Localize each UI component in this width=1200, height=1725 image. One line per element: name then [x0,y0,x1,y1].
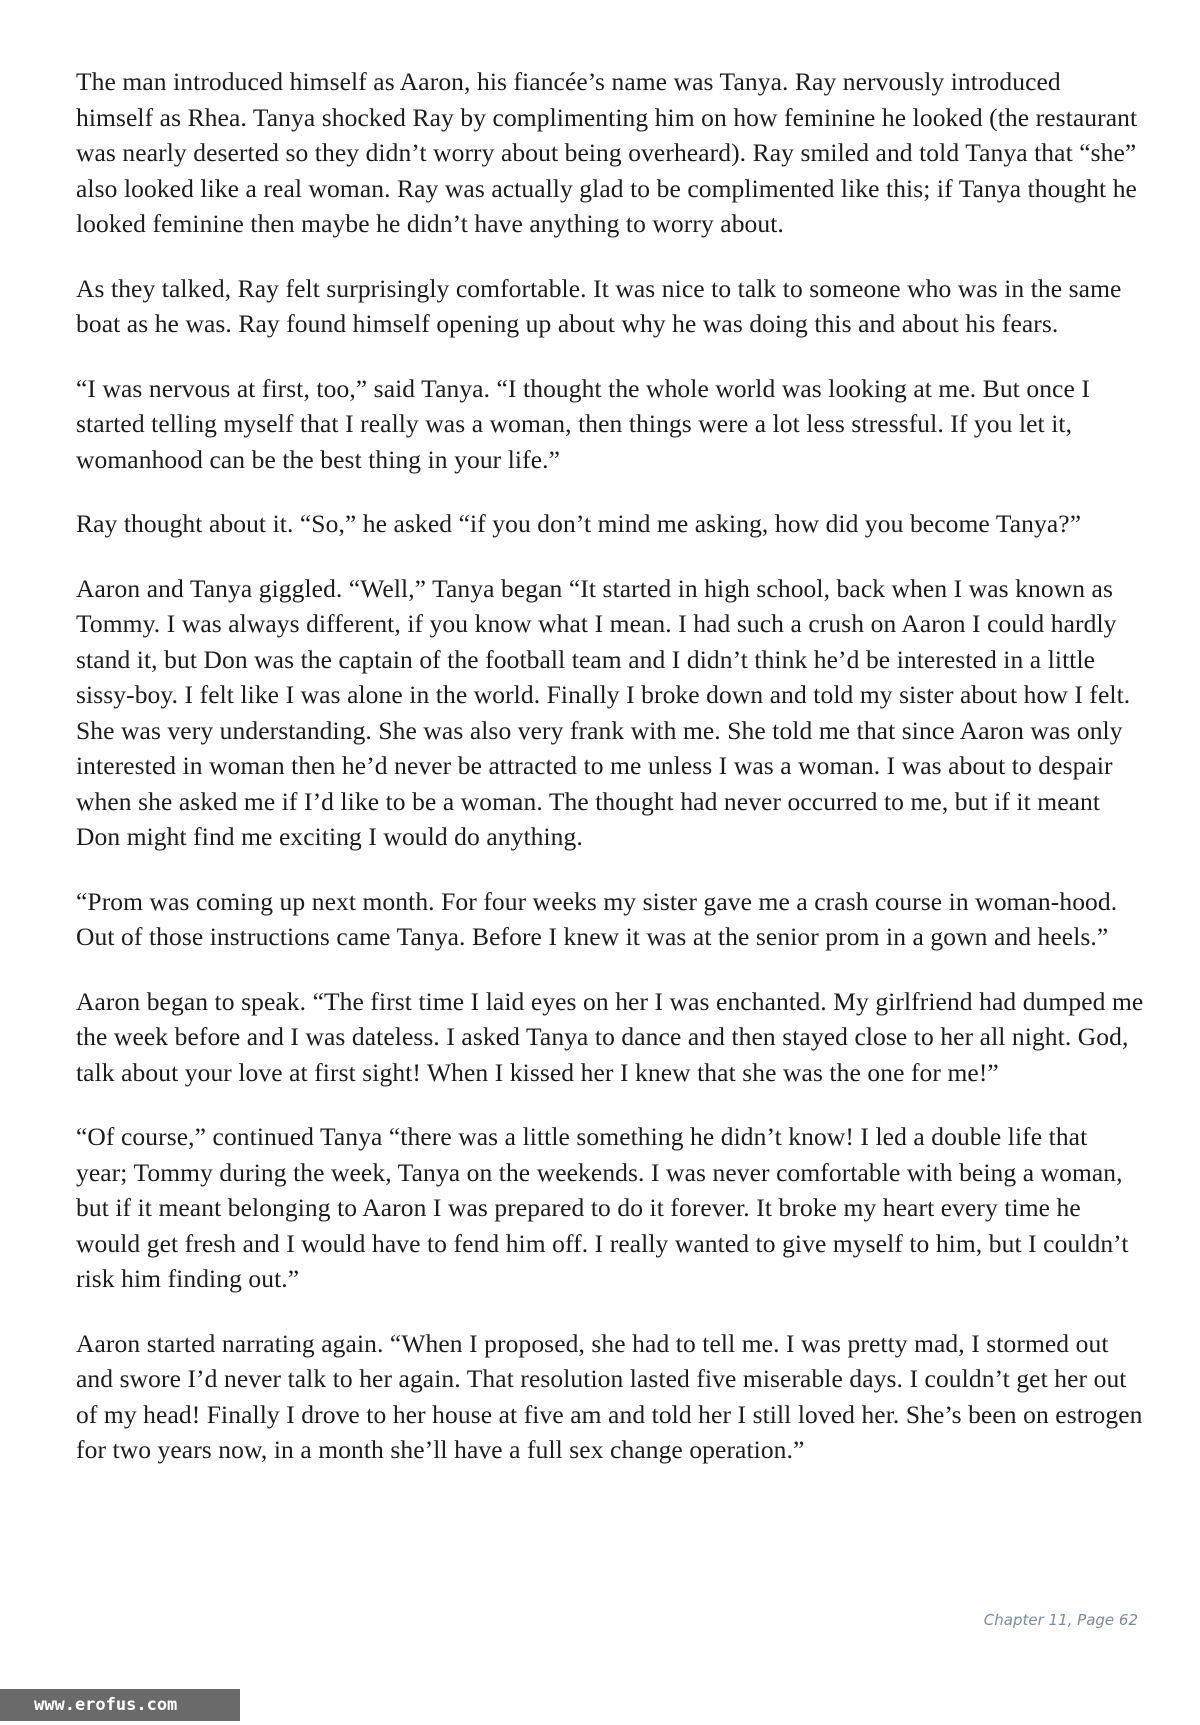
paragraph-7: Aaron began to speak. “The first time I laid eyes on her I was enchanted. My girlfriend had dumped me the week before and I was dateless. I asked Tanya to dance and then stayed close to her all night. God, talk about your love at first sight! When I kissed her I knew that she was the one for me!” [76,986,1144,1087]
paragraph-8: “Of course,” continued Tanya “there was a little something he didn’t know! I led a double life that year; Tommy during the week, Tanya on the weekends. I was never comfortable with being a woman, but if it meant belonging to Aaron I was prepared to do it forever. It broke my heart every time he would get fresh and I would have to fend him off. I really wanted to give myself to him, but I couldn’t risk him finding out.” [76,1122,1129,1293]
paragraph-6: “Prom was coming up next month. For four weeks my sister gave me a crash course in woman-hood. Out of those instructions came Tanya. Before I knew it was at the senior prom in a gown and heels.” [76,886,1118,951]
paragraph-5: Aaron and Tanya giggled. “Well,” Tanya began “It started in high school, back when I was known as Tommy. I was always different, if you know what I mean. I had such a crush on Aaron I could hardly stand it, but Don was the captain of the football team and I didn’t think he’d be interested in a little sissy-boy. I felt like I was alone in the world. Finally I broke down and told my sister about how I felt. She was very understanding. She was also very frank with me. She told me that since Aaron was only interested in woman then he’d never be attracted to me unless I was a woman. I was about to despair when she asked me if I’d like to be a woman. The thought had never occurred to me, but if it meant Don might find me exciting I would do anything. [76,573,1131,851]
story-text [76,64,1144,1497]
site-watermark: www.erofus.com [0,1689,240,1721]
paragraph-4: Ray thought about it. “So,” he asked “if you don’t mind me asking, how did you become Tanya?” [76,509,1082,538]
page-number-label: Chapter 11, Page 62 [983,1611,1138,1629]
paragraph-1: The man introduced himself as Aaron, his fiancée’s name was Tanya. Ray nervously introduced himself as Rhea. Tanya shocked Ray by complimenting him on how feminine he looked (the restaurant was nearly deserted so they didn’t worry about being overheard). Ray smiled and told Tanya that “she” also looked like a real woman. Ray was actually glad to be complimented like this; if Tanya thought he looked feminine then maybe he didn’t have anything to worry about. [76,67,1138,238]
paragraph-9: Aaron started narrating again. “When I proposed, she had to tell me. I was pretty mad, I stormed out and swore I’d never talk to her again. That resolution lasted five miserable days. I couldn’t get her out of my head! Finally I drove to her house at five am and told her I still loved her. She’s been on estrogen for two years now, in a month she’ll have a full sex change operation.” [76,1328,1143,1464]
paragraph-2: As they talked, Ray felt surprisingly comfortable. It was nice to talk to someone who was in the same boat as he was. Ray found himself opening up about why he was doing this and about his fears. [76,273,1122,338]
paragraph-3: “I was nervous at first, too,” said Tanya. “I thought the whole world was looking at me. But once I started telling myself that I really was a woman, then things were a lot less stressful. If you let it, womanhood can be the best thing in your life.” [76,373,1090,474]
